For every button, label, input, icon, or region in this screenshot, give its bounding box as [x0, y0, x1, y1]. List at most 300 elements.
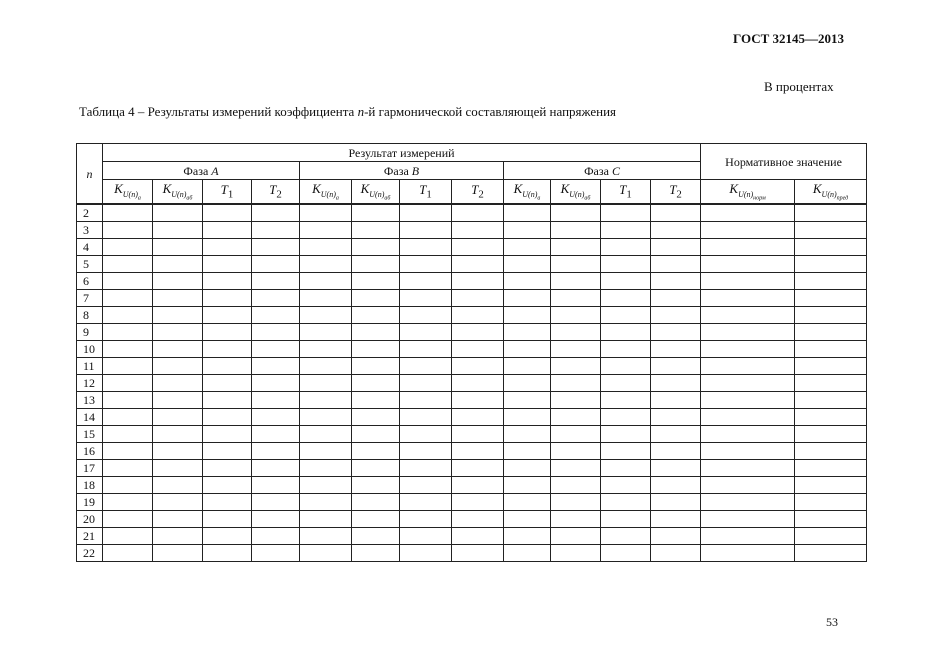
table-cell[interactable] [795, 511, 867, 528]
table-cell[interactable] [701, 341, 795, 358]
table-cell[interactable] [504, 324, 551, 341]
table-cell[interactable] [252, 341, 300, 358]
table-cell[interactable] [252, 375, 300, 392]
table-cell[interactable] [452, 273, 504, 290]
table-cell[interactable] [352, 307, 400, 324]
table-cell[interactable] [203, 290, 252, 307]
table-cell[interactable] [651, 273, 701, 290]
table-cell[interactable] [153, 290, 203, 307]
table-cell[interactable] [400, 443, 452, 460]
table-cell[interactable] [651, 204, 701, 222]
table-cell[interactable] [795, 443, 867, 460]
table-cell[interactable] [701, 545, 795, 562]
table-cell[interactable] [795, 341, 867, 358]
table-cell[interactable] [795, 204, 867, 222]
table-cell[interactable] [352, 409, 400, 426]
table-cell[interactable] [400, 409, 452, 426]
table-cell[interactable] [452, 443, 504, 460]
table-cell[interactable] [103, 494, 153, 511]
table-cell[interactable] [601, 494, 651, 511]
table-cell[interactable] [252, 528, 300, 545]
table-cell[interactable] [651, 324, 701, 341]
table-row [77, 239, 867, 256]
table-cell[interactable] [400, 204, 452, 222]
table-cell[interactable] [551, 273, 601, 290]
table-cell[interactable] [252, 545, 300, 562]
table-cell[interactable] [601, 273, 651, 290]
table-cell[interactable] [601, 511, 651, 528]
table-cell[interactable] [504, 409, 551, 426]
table-cell[interactable] [252, 307, 300, 324]
table-cell[interactable] [701, 494, 795, 511]
table-cell[interactable] [203, 528, 252, 545]
table-cell[interactable] [203, 204, 252, 222]
table-cell[interactable] [400, 256, 452, 273]
table-cell[interactable] [300, 477, 352, 494]
table-cell[interactable] [203, 460, 252, 477]
table-row [77, 511, 867, 528]
table-cell[interactable] [601, 324, 651, 341]
table-cell[interactable] [203, 307, 252, 324]
table-cell[interactable] [551, 222, 601, 239]
table-cell[interactable] [601, 239, 651, 256]
table-cell[interactable] [651, 392, 701, 409]
table-cell[interactable] [701, 324, 795, 341]
table-cell[interactable] [153, 358, 203, 375]
table-cell[interactable] [551, 256, 601, 273]
table-cell[interactable] [153, 443, 203, 460]
table-cell[interactable] [153, 273, 203, 290]
table-cell[interactable] [203, 222, 252, 239]
table-cell[interactable] [103, 324, 153, 341]
table-cell[interactable] [252, 511, 300, 528]
table-cell[interactable] [452, 239, 504, 256]
table-cell[interactable] [203, 273, 252, 290]
table-cell[interactable] [352, 392, 400, 409]
table-cell[interactable] [701, 273, 795, 290]
table-cell[interactable] [252, 426, 300, 443]
table-cell[interactable] [795, 528, 867, 545]
table-cell[interactable] [701, 528, 795, 545]
table-cell[interactable] [651, 528, 701, 545]
table-row [77, 324, 867, 341]
table-cell[interactable] [701, 426, 795, 443]
table-cell[interactable] [651, 409, 701, 426]
table-cell[interactable] [504, 545, 551, 562]
table-cell[interactable] [651, 307, 701, 324]
table-cell[interactable] [701, 222, 795, 239]
table-cell[interactable] [795, 426, 867, 443]
table-cell[interactable] [153, 256, 203, 273]
table-cell[interactable] [795, 290, 867, 307]
table-cell[interactable] [300, 460, 352, 477]
table-cell[interactable] [601, 477, 651, 494]
table-cell[interactable] [352, 290, 400, 307]
table-cell[interactable] [300, 392, 352, 409]
table-cell[interactable] [504, 307, 551, 324]
table-cell[interactable] [452, 426, 504, 443]
table-cell[interactable] [352, 528, 400, 545]
table-cell[interactable] [601, 528, 651, 545]
table-cell[interactable] [400, 460, 452, 477]
table-cell[interactable] [252, 443, 300, 460]
table-cell[interactable] [103, 460, 153, 477]
table-cell[interactable] [203, 494, 252, 511]
table-cell[interactable] [601, 460, 651, 477]
table-cell[interactable] [103, 290, 153, 307]
table-cell[interactable] [651, 460, 701, 477]
table-cell[interactable] [203, 239, 252, 256]
table-cell[interactable] [701, 443, 795, 460]
table-cell[interactable] [504, 528, 551, 545]
table-cell[interactable] [352, 358, 400, 375]
table-cell[interactable] [153, 239, 203, 256]
table-cell[interactable] [795, 409, 867, 426]
table-cell[interactable] [203, 375, 252, 392]
table-cell[interactable] [352, 494, 400, 511]
table-cell[interactable] [400, 426, 452, 443]
table-cell[interactable] [103, 426, 153, 443]
table-cell[interactable] [795, 307, 867, 324]
table-cell[interactable] [601, 443, 651, 460]
table-cell[interactable] [551, 375, 601, 392]
table-cell[interactable] [352, 324, 400, 341]
table-cell[interactable] [452, 477, 504, 494]
table-cell[interactable] [153, 222, 203, 239]
table-cell[interactable] [352, 273, 400, 290]
table-cell[interactable] [504, 341, 551, 358]
table-cell[interactable] [701, 204, 795, 222]
table-cell[interactable] [153, 545, 203, 562]
table-cell[interactable] [153, 204, 203, 222]
table-cell[interactable] [651, 494, 701, 511]
table-cell[interactable] [153, 426, 203, 443]
table-cell[interactable] [551, 426, 601, 443]
table-cell[interactable] [352, 511, 400, 528]
table-cell[interactable] [651, 477, 701, 494]
table-cell[interactable] [795, 256, 867, 273]
table-cell[interactable] [203, 477, 252, 494]
table-cell[interactable] [252, 494, 300, 511]
table-cell[interactable] [103, 528, 153, 545]
table-cell[interactable] [551, 494, 601, 511]
table-cell[interactable] [551, 324, 601, 341]
table-row [77, 290, 867, 307]
table-cell[interactable] [203, 511, 252, 528]
table-cell[interactable] [400, 392, 452, 409]
table-cell[interactable] [651, 426, 701, 443]
table-cell[interactable] [400, 528, 452, 545]
table-cell[interactable] [103, 358, 153, 375]
table-cell[interactable] [352, 204, 400, 222]
table-cell[interactable] [452, 290, 504, 307]
table-cell[interactable] [153, 375, 203, 392]
table-cell[interactable] [651, 375, 701, 392]
table-cell[interactable] [504, 511, 551, 528]
table-cell[interactable] [452, 204, 504, 222]
table-cell[interactable] [701, 239, 795, 256]
table-cell[interactable] [504, 204, 551, 222]
table-cell[interactable] [300, 307, 352, 324]
table-cell[interactable] [300, 426, 352, 443]
table-cell[interactable] [452, 307, 504, 324]
table-cell[interactable] [504, 392, 551, 409]
table-cell[interactable] [651, 545, 701, 562]
table-cell[interactable] [701, 358, 795, 375]
table-cell[interactable] [601, 392, 651, 409]
table-cell[interactable] [352, 443, 400, 460]
table-cell[interactable] [252, 409, 300, 426]
table-cell[interactable] [601, 204, 651, 222]
table-cell[interactable] [103, 375, 153, 392]
table-cell[interactable] [504, 443, 551, 460]
table-cell[interactable] [551, 409, 601, 426]
table-cell[interactable] [352, 426, 400, 443]
table-cell[interactable] [601, 307, 651, 324]
table-cell[interactable] [551, 307, 601, 324]
table-cell[interactable] [452, 528, 504, 545]
table-cell[interactable] [452, 324, 504, 341]
table-cell[interactable] [103, 443, 153, 460]
table-cell[interactable] [153, 494, 203, 511]
table-cell[interactable] [300, 545, 352, 562]
table-cell[interactable] [701, 256, 795, 273]
table-cell[interactable] [103, 409, 153, 426]
harmonic-number: 17 [77, 460, 103, 477]
table-cell[interactable] [103, 477, 153, 494]
table-cell[interactable] [300, 528, 352, 545]
table-cell[interactable] [153, 392, 203, 409]
table-cell[interactable] [601, 426, 651, 443]
table-cell[interactable] [651, 511, 701, 528]
table-cell[interactable] [651, 239, 701, 256]
table-cell[interactable] [601, 222, 651, 239]
table-cell[interactable] [103, 392, 153, 409]
table-cell[interactable] [400, 341, 452, 358]
table-cell[interactable] [252, 392, 300, 409]
table-cell[interactable] [153, 460, 203, 477]
table-cell[interactable] [300, 494, 352, 511]
table-cell[interactable] [504, 290, 551, 307]
table-cell[interactable] [300, 443, 352, 460]
table-cell[interactable] [651, 341, 701, 358]
table-cell[interactable] [103, 341, 153, 358]
table-cell[interactable] [795, 375, 867, 392]
table-cell[interactable] [252, 204, 300, 222]
table-cell[interactable] [352, 341, 400, 358]
table-cell[interactable] [795, 460, 867, 477]
table-cell[interactable] [103, 545, 153, 562]
table-cell[interactable] [203, 426, 252, 443]
table-cell[interactable] [795, 494, 867, 511]
table-cell[interactable] [452, 375, 504, 392]
table-cell[interactable] [551, 528, 601, 545]
table-cell[interactable] [795, 222, 867, 239]
table-cell[interactable] [601, 545, 651, 562]
table-cell[interactable] [103, 256, 153, 273]
table-cell[interactable] [103, 273, 153, 290]
table-cell[interactable] [252, 222, 300, 239]
table-cell[interactable] [400, 222, 452, 239]
table-cell[interactable] [601, 375, 651, 392]
table-cell[interactable] [651, 256, 701, 273]
table-cell[interactable] [103, 239, 153, 256]
table-cell[interactable] [153, 528, 203, 545]
table-cell[interactable] [300, 222, 352, 239]
table-cell[interactable] [551, 477, 601, 494]
table-cell[interactable] [551, 511, 601, 528]
table-cell[interactable] [400, 290, 452, 307]
table-cell[interactable] [203, 392, 252, 409]
table-cell[interactable] [400, 307, 452, 324]
table-cell[interactable] [400, 545, 452, 562]
table-cell[interactable] [400, 477, 452, 494]
table-cell[interactable] [504, 460, 551, 477]
table-cell[interactable] [452, 392, 504, 409]
table-cell[interactable] [300, 324, 352, 341]
table-cell[interactable] [352, 375, 400, 392]
table-cell[interactable] [701, 290, 795, 307]
table-cell[interactable] [103, 307, 153, 324]
table-row [77, 426, 867, 443]
table-cell[interactable] [601, 256, 651, 273]
table-cell[interactable] [300, 341, 352, 358]
table-cell[interactable] [795, 324, 867, 341]
table-cell[interactable] [504, 256, 551, 273]
table-cell[interactable] [203, 443, 252, 460]
table-cell[interactable] [300, 239, 352, 256]
table-cell[interactable] [551, 443, 601, 460]
table-cell[interactable] [651, 290, 701, 307]
table-cell[interactable] [352, 239, 400, 256]
table-cell[interactable] [153, 307, 203, 324]
table-cell[interactable] [252, 256, 300, 273]
table-cell[interactable] [252, 358, 300, 375]
table-cell[interactable] [551, 290, 601, 307]
table-cell[interactable] [153, 409, 203, 426]
table-cell[interactable] [153, 477, 203, 494]
table-cell[interactable] [352, 222, 400, 239]
table-cell[interactable] [795, 358, 867, 375]
table-cell[interactable] [252, 477, 300, 494]
table-cell[interactable] [504, 222, 551, 239]
table-cell[interactable] [551, 341, 601, 358]
table-cell[interactable] [701, 409, 795, 426]
table-cell[interactable] [452, 545, 504, 562]
table-cell[interactable] [300, 256, 352, 273]
table-cell[interactable] [701, 477, 795, 494]
table-cell[interactable] [400, 358, 452, 375]
table-cell[interactable] [452, 341, 504, 358]
table-cell[interactable] [300, 204, 352, 222]
table-cell[interactable] [400, 494, 452, 511]
table-cell[interactable] [203, 409, 252, 426]
table-cell[interactable] [203, 545, 252, 562]
table-cell[interactable] [300, 358, 352, 375]
table-cell[interactable] [103, 204, 153, 222]
table-cell[interactable] [601, 341, 651, 358]
table-cell[interactable] [651, 358, 701, 375]
table-cell[interactable] [795, 545, 867, 562]
table-cell[interactable] [153, 511, 203, 528]
table-cell[interactable] [795, 392, 867, 409]
table-cell[interactable] [452, 511, 504, 528]
table-cell[interactable] [400, 375, 452, 392]
table-cell[interactable] [795, 477, 867, 494]
table-cell[interactable] [701, 375, 795, 392]
table-cell[interactable] [203, 256, 252, 273]
table-cell[interactable] [601, 358, 651, 375]
table-cell[interactable] [153, 341, 203, 358]
table-cell[interactable] [153, 324, 203, 341]
table-cell[interactable] [551, 392, 601, 409]
table-cell[interactable] [400, 273, 452, 290]
table-cell[interactable] [452, 358, 504, 375]
table-cell[interactable] [203, 341, 252, 358]
table-cell[interactable] [352, 460, 400, 477]
table-cell[interactable] [452, 494, 504, 511]
table-cell[interactable] [252, 273, 300, 290]
table-cell[interactable] [551, 545, 601, 562]
table-cell[interactable] [795, 239, 867, 256]
table-cell[interactable] [551, 460, 601, 477]
table-cell[interactable] [352, 477, 400, 494]
table-cell[interactable] [504, 358, 551, 375]
table-cell[interactable] [452, 222, 504, 239]
table-cell[interactable] [203, 324, 252, 341]
table-cell[interactable] [504, 273, 551, 290]
table-cell[interactable] [252, 239, 300, 256]
table-cell[interactable] [504, 239, 551, 256]
table-cell[interactable] [651, 443, 701, 460]
table-cell[interactable] [203, 358, 252, 375]
table-cell[interactable] [551, 358, 601, 375]
table-cell[interactable] [551, 204, 601, 222]
table-cell[interactable] [651, 222, 701, 239]
table-cell[interactable] [701, 307, 795, 324]
table-cell[interactable] [400, 239, 452, 256]
table-cell[interactable] [300, 375, 352, 392]
table-cell[interactable] [551, 239, 601, 256]
table-cell[interactable] [504, 375, 551, 392]
table-cell[interactable] [252, 460, 300, 477]
table-cell[interactable] [103, 222, 153, 239]
table-cell[interactable] [504, 426, 551, 443]
table-cell[interactable] [452, 256, 504, 273]
table-cell[interactable] [300, 290, 352, 307]
table-cell[interactable] [352, 256, 400, 273]
table-cell[interactable] [400, 324, 452, 341]
table-cell[interactable] [252, 290, 300, 307]
table-cell[interactable] [252, 324, 300, 341]
table-cell[interactable] [601, 409, 651, 426]
table-cell[interactable] [701, 392, 795, 409]
table-cell[interactable] [452, 409, 504, 426]
table-cell[interactable] [795, 273, 867, 290]
table-cell[interactable] [352, 545, 400, 562]
table-cell[interactable] [701, 460, 795, 477]
table-cell[interactable] [300, 409, 352, 426]
table-cell[interactable] [504, 477, 551, 494]
table-cell[interactable] [400, 511, 452, 528]
table-cell[interactable] [103, 511, 153, 528]
table-cell[interactable] [300, 273, 352, 290]
table-cell[interactable] [701, 511, 795, 528]
table-cell[interactable] [504, 494, 551, 511]
table-cell[interactable] [601, 290, 651, 307]
table-cell[interactable] [452, 460, 504, 477]
table-cell[interactable] [300, 511, 352, 528]
